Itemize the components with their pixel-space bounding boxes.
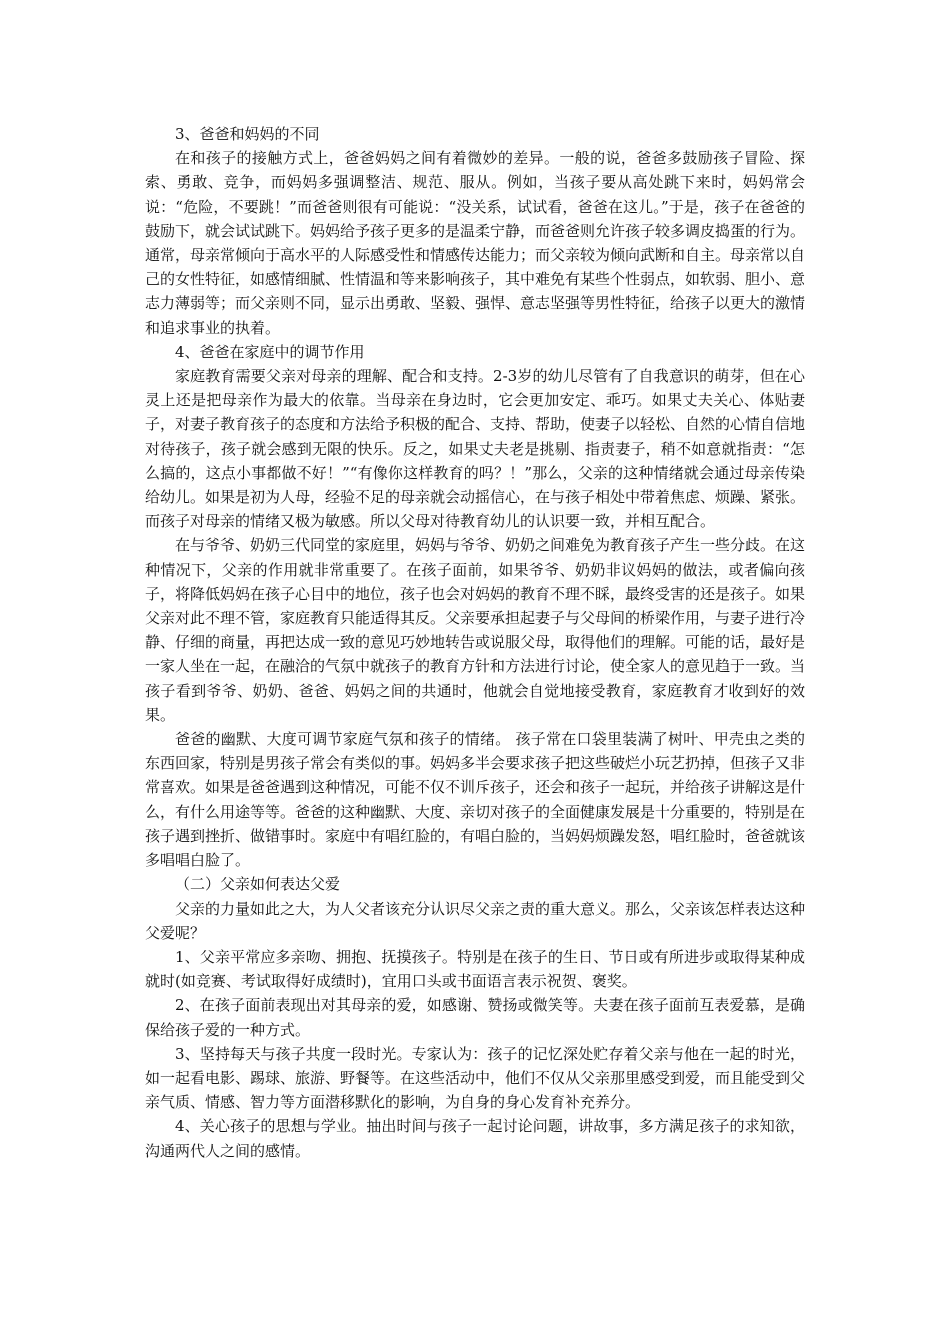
list-item-4: 4、关心孩子的思想与学业。抽出时间与孩子一起讨论问题，讲故事，多方满足孩子的求知欲，沟通两代人之间的感情。 (145, 1117, 805, 1160)
section-heading-3: 3、爸爸和妈妈的不同 (175, 125, 320, 143)
section-heading-part-two: （二）父亲如何表达父爱 (175, 875, 341, 894)
paragraph-intro-love: 父亲的力量如此之大，为人父者该充分认识尽父亲之责的重大意义。那么，父亲该怎样表达这种父爱呢？ (145, 899, 806, 942)
paragraph-humor: 爸爸的幽默、大度可调节家庭气氛和孩子的情绪。 孩子常在口袋里装满了树叶、甲壳虫之类的东西回家，特别是男孩子常会有类似的事。妈妈多半会要求孩子把这些破烂小玩艺扔掉，但孩子又非常喜欢。如果是爸爸遇到这种情况，可能不仅不训斥孩子，还会和孩子一起玩，并给孩子讲解这是什么，有什么用途等等。爸爸的这种幽默、大度、亲切对孩子的全面健康发展是十分重要的，特别是在孩子遇到挫折、做错事时。家庭中有唱红脸的，有唱白脸的，当妈妈烦躁发怒，唱红脸时，爸爸就该多唱唱白脸了。 (145, 730, 806, 870)
section-heading-4: 4、爸爸在家庭中的调节作用 (175, 342, 365, 361)
paragraph-differences: 在和孩子的接触方式上，爸爸妈妈之间有着微妙的差异。一般的说，爸爸多鼓励孩子冒险、探索、勇敢、竞争，而妈妈多强调整洁、规范、服从。例如，当孩子要从高处跳下来时，妈妈常会说：“危险，不要跳！”而爸爸则很有可能说：“没关系，试试看，爸爸在这儿。”于是，孩子在爸爸的鼓励下，就会试试跳下。妈妈给予孩子更多的是温柔宁静，而爸爸则允许孩子较多调皮捣蛋的行为。通常，母亲常倾向于高水平的人际感受性和情感传达能力；而父亲较为倾向武断和自主。母亲常以自己的女性特征，如感情细腻、性情温和等来影响孩子，其中难免有某些个性弱点，如软弱、胆小、意志力薄弱等；而父亲则不同，显示出勇敢、坚毅、强悍、意志坚强等男性特征，给孩子以更大的激情和追求事业的执着。 (145, 149, 806, 337)
list-item-3: 3、坚持每天与孩子共度一段时光。专家认为：孩子的记忆深处贮存着父亲与他在一起的时光，如一起看电影、踢球、旅游、野餐等。在这些活动中，他们不仅从父亲那里感受到爱，而且能受到父亲气质、情感、智力等方面潜移默化的影响，为自身的身心发育补充养分。 (145, 1044, 806, 1112)
list-item-2: 2、在孩子面前表现出对其母亲的爱，如感谢、赞扬或微笑等。夫妻在孩子面前互表爱慕，是确保给孩子爱的一种方式。 (145, 996, 805, 1039)
list-item-1: 1、父亲平常应多亲吻、拥抱、抚摸孩子。特别是在孩子的生日、节日或有所进步或取得某种成就时(如竞赛、考试取得好成绩时)，宜用口头或书面语言表示祝贺、褒奖。 (145, 947, 805, 991)
document-page (145, 122, 805, 1163)
paragraph-family-support: 家庭教育需要父亲对母亲的理解、配合和支持。2-3岁的幼儿尽管有了自我意识的萌芽，但在心灵上还是把母亲作为最大的依靠。当母亲在身边时，它会更加安定、乖巧。如果丈夫关心、体贴妻子，对妻子教育孩子的态度和方法给予积极的配合、支持、帮助，使妻子以轻松、自然的心情自信地对待孩子，孩子就会感到无限的快乐。反之，如果丈夫老是挑剔、指责妻子，稍不如意就指责：“怎么搞的，这点小事都做不好！”“有像你这样教育的吗？！”那么，父亲的这种情绪就会通过母亲传染给幼儿。如果是初为人母，经验不足的母亲就会动摇信心，在与孩子相处中带着焦虑、烦躁、紧张。而孩子对母亲的情绪又极为敏感。所以父母对待教育幼儿的认识要一致，并相互配合。 (145, 367, 806, 531)
paragraph-three-generations: 在与爷爷、奶奶三代同堂的家庭里，妈妈与爷爷、奶奶之间难免为教育孩子产生一些分歧。在这种情况下，父亲的作用就非常重要了。在孩子面前，如果爷爷、奶奶非议妈妈的做法，或者偏向孩子，将降低妈妈在孩子心目中的地位，孩子也会对妈妈的教育不理不睬，最终受害的还是孩子。如果父亲对此不理不管，家庭教育只能适得其反。父亲要承担起妻子与父母间的桥梁作用，与妻子进行冷静、仔细的商量，再把达成一致的意见巧妙地转告或说服父母，取得他们的理解。可能的话，最好是一家人坐在一起，在融洽的气氛中就孩子的教育方针和方法进行讨论，使全家人的意见趋于一致。当孩子看到爷爷、奶奶、爸爸、妈妈之间的共通时，他就会自觉地接受教育，家庭教育才收到好的效果。 (145, 536, 806, 724)
